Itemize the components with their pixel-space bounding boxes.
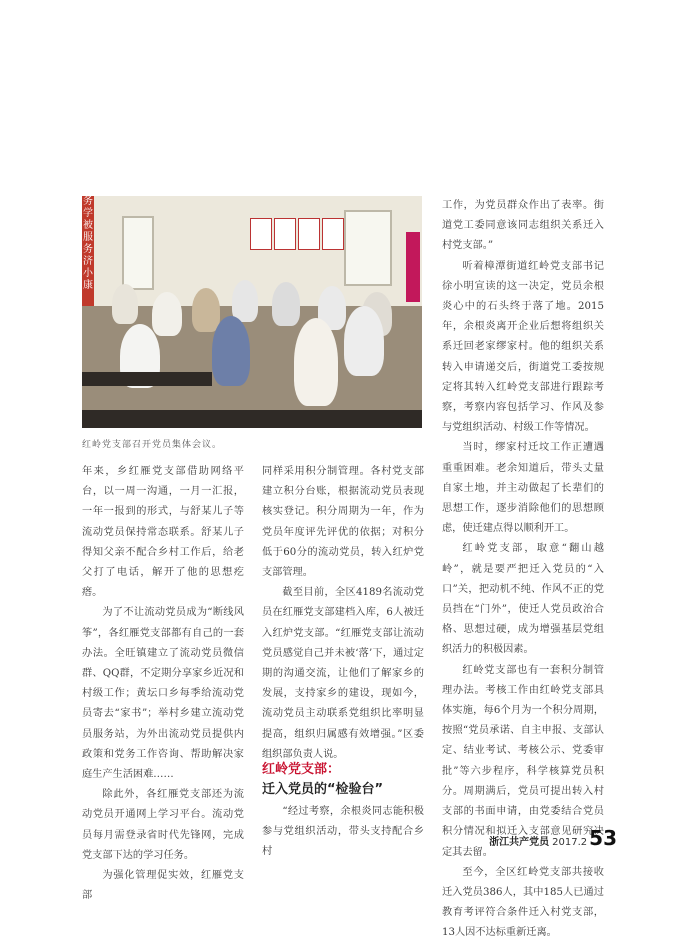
photo-person (272, 282, 300, 326)
paragraph: 听着樟潭街道红岭党支部书记徐小明宣读的这一决定，党员余根炎心中的石头终于落了地。2015年，余根炎离开企业后想将组织关系迁回老家缪家村。他的组织关系转入申请递交后，街道党工委按规定将其转入红岭党支部进行跟踪考察，考察内容包括学习、作风及参与党组织活动、村级工作等情况。 (442, 260, 604, 434)
paragraph: 至今，全区红岭党支部共接收迁入党员386人，其中185人已通过教育考评符合条件迁入村党支部，13人因不达标重新迁离。 (442, 866, 604, 939)
paragraph: 工作，为党员群众作出了表率。街道党工委同意该同志组织关系迁入村党支部。” (442, 200, 604, 252)
banner-char: 康 (83, 280, 93, 291)
photo-table (82, 410, 422, 428)
photo-table (82, 372, 212, 386)
photo-poster (250, 218, 272, 250)
magazine-name: 浙江共产党员 (489, 837, 550, 848)
issue-number: 2017.2 (552, 837, 588, 848)
paragraph: 同样采用积分制管理。各村党支部建立积分台账，根据流动党员表现核实登记。积分周期为一年，作为党员年度评先评优的依据；对积分低于60分的流动党员，转入红炉党支部管理。 (262, 466, 424, 579)
photo-person (152, 292, 182, 336)
meeting-photo (82, 196, 422, 428)
photo-poster (298, 218, 320, 250)
photo-red-banner (82, 196, 94, 306)
section-title-black: 迁入党员的“检验台” (262, 782, 384, 797)
paragraph: “经过考察，余根炎同志能积极参与党组织活动，带头支持配合乡村 (262, 806, 424, 858)
banner-char: 学 (83, 208, 93, 219)
banner-char: 服 (83, 232, 93, 243)
paragraph: 年来，乡红雁党支部借助网络平台，以一周一沟通，一月一汇报，一年一报到的形式，与舒某儿子等流动党员保持常态联系。舒某儿子得知父亲不配合乡村工作后，给老父打了电话，解开了他的思想疙瘩。 (82, 466, 244, 599)
section-title-red: 红岭党支部： (262, 762, 341, 777)
banner-char: 济 (83, 256, 93, 267)
photo-person (112, 284, 138, 324)
section-heading (262, 760, 383, 800)
banner-char: 务 (83, 244, 93, 255)
photo-person (344, 306, 384, 376)
page-number: 53 (589, 826, 617, 850)
photo-red-panel (406, 232, 420, 302)
paragraph: 为了不让流动党员成为“断线风筝”，各红雁党支部都有自己的一套办法。全旺镇建立了流动党员微信群、QQ群，不定期分享家乡近况和村级工作；黄坛口乡每季给流动党员寄去“家书”；举村乡建立流动党员服务站，为外出流动党员提供内政策和党务工作咨询、帮助解决家庭生产生活困难…… (82, 607, 244, 781)
photo-caption: 红岭党支部召开党员集体会议。 (82, 440, 223, 450)
paragraph: 当时，缪家村迁坟工作正遭遇重重困难。老余知道后，带头丈量自家土地，并主动做起了长辈们的思想工作，逐步消除他们的思想顾虑，使迁建点得以顺利开工。 (442, 442, 604, 535)
photo-poster (322, 218, 344, 250)
page-footer (489, 826, 617, 850)
photo-person (232, 280, 258, 322)
photo-person (294, 318, 338, 406)
paragraph: 红岭党支部，取意“翻山越岭”，就是要严把迁入党员的“入口”关，把动机不纯、作风不正的党员挡在“门外”，使迁人党员政治合格、思想过硬，成为增强基层党组织活力的积极因素。 (442, 543, 604, 656)
column-2 (262, 462, 424, 765)
paragraph: 红岭党支部也有一套积分制管理办法。考核工作由红岭党支部具体实施，每6个月为一个积分周期，按照“党员承诺、自主申报、支部认定、结业考试、考核公示、党委审批”等六步程序，科学核算党员积分。周期满后，党员可提出转入村支部的书面申请，由党委结合党员积分情况和拟迁入支部意见研究决定其去留。 (442, 664, 604, 858)
column-1 (82, 462, 244, 906)
banner-char: 小 (83, 268, 93, 279)
photo-person (212, 316, 250, 386)
paragraph: 除此外，各红雁党支部还为流动党员开通网上学习平台。流动党员每月需登录省时代先锋网，完成党支部下达的学习任务。 (82, 789, 244, 861)
photo-person (192, 288, 220, 332)
photo-door (122, 216, 154, 290)
photo-poster (274, 218, 296, 250)
banner-char: 被 (83, 220, 93, 231)
paragraph: 截至目前，全区4189名流动党员在红雁党支部建档入库，6人被迁入红炉党支部。“红雁党支部让流动党员感觉自己并未被‘落’下，通过定期的沟通交流，让他们了解家乡的发展，支持家乡的建设，现如今，流动党员主动联系党组织比率明显提高，组织归属感有效增强。”区委组织部负责人说。 (262, 587, 424, 760)
banner-char: 务 (83, 196, 93, 207)
column-2-continued (262, 802, 424, 863)
paragraph: 为强化管理促实效，红雁党支部 (82, 870, 244, 902)
photo-window (344, 210, 392, 286)
